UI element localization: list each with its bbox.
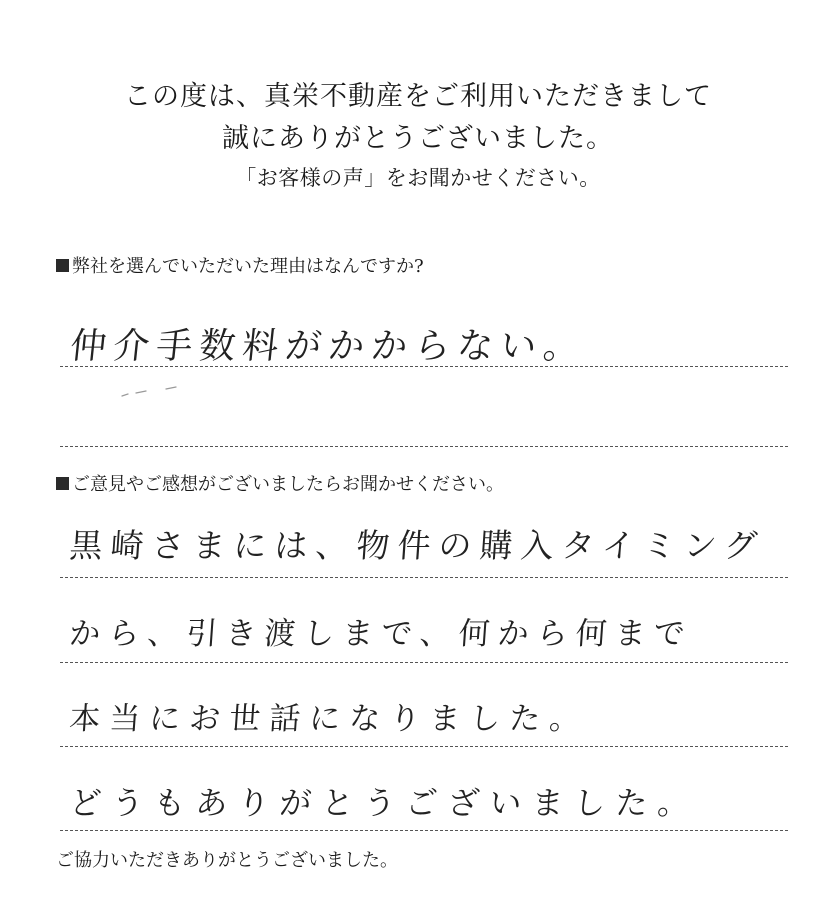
answer-2-line-1: 黒崎さまには、物件の購入タイミング — [68, 526, 767, 565]
answer-2-rule-1 — [60, 577, 788, 578]
question-2-label: ご意見やご感想がございましたらお聞かせください。 — [72, 474, 504, 495]
answer-1-rule-2 — [60, 446, 788, 447]
answer-1-rule-1 — [60, 366, 788, 367]
question-1 — [56, 252, 424, 278]
footer-thanks: ご協力いただきありがとうございました。 — [56, 850, 398, 871]
answer-2-line-4: どうもありがとうございました。 — [68, 784, 701, 822]
header-request: 「お客様の声」をお聞かせください。 — [235, 166, 601, 190]
answer-2-rule-3 — [60, 746, 788, 747]
stray-pen-mark — [118, 384, 188, 402]
square-bullet-icon — [56, 259, 69, 272]
question-1-label: 弊社を選んでいただいた理由はなんですか? — [72, 256, 424, 277]
answer-2-line-3: 本当にお世話になりました。 — [68, 701, 591, 737]
header-thanks: 誠にありがとうございました。 — [222, 123, 614, 154]
answer-2-rule-2 — [60, 662, 788, 663]
answer-2-rule-4 — [60, 830, 788, 831]
answer-1-line-1: 仲介手数料がかからない。 — [68, 326, 589, 367]
question-2 — [56, 470, 504, 496]
header-greeting: この度は、真栄不動産をご利用いただきまして — [124, 81, 712, 112]
square-bullet-icon — [56, 477, 69, 490]
answer-2-line-2: から、引き渡しまで、何から何まで — [68, 616, 694, 652]
